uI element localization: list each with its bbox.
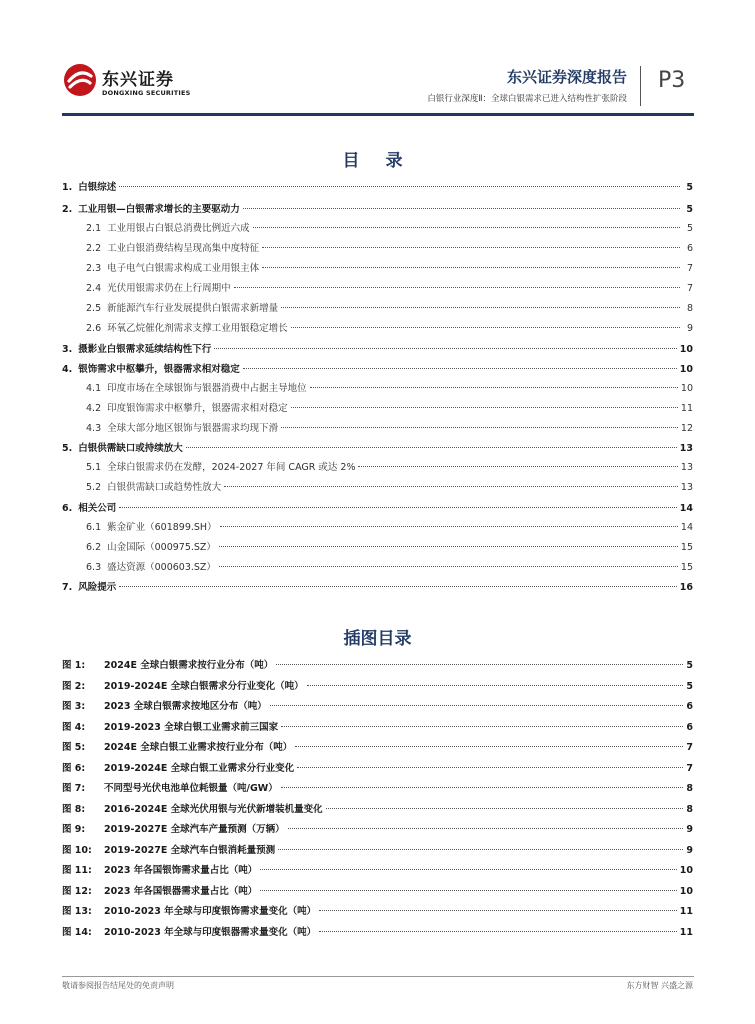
figure-leader-dots <box>278 849 683 850</box>
toc-entry-text: 银饰需求中枢攀升，银器需求相对稳定 <box>78 364 240 375</box>
figure-entry-label: 图 4: <box>62 722 86 733</box>
figure-entry-text: 2023 年各国银饰需求量占比（吨） <box>104 865 258 876</box>
toc-entry-page: 6 <box>686 243 693 254</box>
toc-entry-page: 14 <box>679 503 693 514</box>
figure-entry-page: 7 <box>686 763 693 774</box>
toc-entry-number: 2.6 <box>86 323 102 334</box>
toc-entry-page: 9 <box>686 323 693 334</box>
toc-leader-dots <box>291 327 680 328</box>
figure-leader-dots <box>319 910 677 911</box>
figure-entry-label: 图 6: <box>62 763 86 774</box>
figure-entry-text: 2019-2027E 全球汽车产量预测（万辆） <box>104 824 285 835</box>
figure-entry-label: 图 14: <box>62 927 92 938</box>
toc-entry-number: 6.2 <box>86 542 102 553</box>
toc-entry-text: 工业用银—白银需求增长的主要驱动力 <box>78 204 240 215</box>
toc-entry-text: 印度银饰需求中枢攀升，银器需求相对稳定 <box>107 403 288 414</box>
toc-entry-text: 全球白银需求仍在发酵，2024-2027 年间 CAGR 或达 2% <box>107 462 356 473</box>
figure-entry-text: 2024E 全球白银需求按行业分布（吨） <box>104 660 274 671</box>
page-header <box>0 0 755 118</box>
toc-entry-page: 7 <box>686 283 693 294</box>
figure-entry[interactable] <box>62 924 693 940</box>
figure-leader-dots <box>281 726 683 727</box>
figure-entry-label: 图 13: <box>62 906 92 917</box>
figure-entry[interactable] <box>62 698 693 714</box>
figure-entry-text: 2024E 全球白银工业需求按行业分布（吨） <box>104 742 293 753</box>
toc-leader-dots <box>281 427 678 428</box>
toc-entry[interactable] <box>62 559 693 575</box>
toc-entry-number: 2.2 <box>86 243 102 254</box>
toc-entry[interactable] <box>62 320 693 336</box>
figure-entry-label: 图 11: <box>62 865 92 876</box>
toc-leader-dots <box>243 208 680 209</box>
toc-entry[interactable] <box>62 260 693 276</box>
toc-entry-text: 盛达资源（000603.SZ） <box>107 562 216 573</box>
figure-entry-page: 10 <box>679 886 693 897</box>
toc-entry-text: 环氧乙烷催化剂需求支撑工业用银稳定增长 <box>107 323 288 334</box>
figure-leader-dots <box>260 890 677 891</box>
toc-entry[interactable] <box>62 201 693 217</box>
figure-entry[interactable] <box>62 883 693 899</box>
figure-leader-dots <box>260 869 677 870</box>
toc-entry[interactable] <box>62 361 693 377</box>
logo-text-cn: 东兴证券 <box>102 70 174 90</box>
figure-entry-page: 11 <box>679 927 693 938</box>
toc-entry-text: 山金国际（000975.SZ） <box>107 542 216 553</box>
toc-entry-text: 白银供需缺口或趋势性放大 <box>107 482 222 493</box>
toc-entry-text: 光伏用银需求仍在上行周期中 <box>107 283 231 294</box>
figure-leader-dots <box>288 828 684 829</box>
figure-entry-page: 11 <box>679 906 693 917</box>
figure-entry-text: 2010-2023 年全球与印度银饰需求量变化（吨） <box>104 906 317 917</box>
figure-entry[interactable] <box>62 739 693 755</box>
figure-entry-page: 6 <box>686 701 693 712</box>
toc-entry-page: 11 <box>680 403 693 414</box>
figure-entry[interactable] <box>62 862 693 878</box>
toc-entry-text: 工业白银消费结构呈现高集中度特征 <box>107 243 260 254</box>
footer-disclaimer: 敬请参阅报告结尾处的免责声明 <box>62 981 174 990</box>
toc-leader-dots <box>262 247 680 248</box>
figure-leader-dots <box>319 931 677 932</box>
toc-entry[interactable] <box>62 380 693 396</box>
toc-entry-text: 相关公司 <box>78 503 117 514</box>
figure-entry-text: 2019-2024E 全球白银需求分行业变化（吨） <box>104 681 304 692</box>
figure-entry-label: 图 2: <box>62 681 86 692</box>
figure-entry-text: 2023 年各国银器需求量占比（吨） <box>104 886 258 897</box>
toc-entry-number: 5. <box>62 443 73 454</box>
toc-entry-page: 10 <box>679 364 693 375</box>
footer-rule <box>62 976 694 977</box>
toc-entry-text: 工业用银占白银总消费比例近六成 <box>107 223 250 234</box>
toc-leader-dots <box>186 447 677 448</box>
figure-entry-page: 5 <box>686 660 693 671</box>
toc-title: 目 录 <box>342 151 413 171</box>
toc-entry-number: 5.2 <box>86 482 102 493</box>
figure-leader-dots <box>326 808 684 809</box>
toc-entry[interactable] <box>62 179 693 195</box>
toc-entry-number: 2.3 <box>86 263 102 274</box>
figure-entry[interactable] <box>62 801 693 817</box>
figure-entry-page: 8 <box>686 783 693 794</box>
toc-entry[interactable] <box>62 459 693 475</box>
figure-leader-dots <box>295 746 683 747</box>
toc-entry-text: 新能源汽车行业发展提供白银需求新增量 <box>107 303 279 314</box>
toc-entry-page: 14 <box>680 522 693 533</box>
figure-entry[interactable] <box>62 678 693 694</box>
toc-entry-number: 4. <box>62 364 73 375</box>
figure-entry-page: 5 <box>686 681 693 692</box>
toc-entry-page: 13 <box>680 462 693 473</box>
toc-leader-dots <box>234 287 680 288</box>
figure-entry-text: 不同型号光伏电池单位耗银量（吨/GW） <box>104 783 278 794</box>
toc-leader-dots <box>119 507 677 508</box>
toc-entry-number: 4.1 <box>86 383 102 394</box>
toc-entry-text: 白银综述 <box>78 182 117 193</box>
figure-entry[interactable] <box>62 780 693 796</box>
footer-slogan: 东方财智 兴盛之源 <box>626 981 693 990</box>
report-type: 东兴证券深度报告 <box>506 68 627 86</box>
toc-leader-dots <box>214 348 677 349</box>
logo-text-en: DONGXING SECURITIES <box>102 89 191 97</box>
toc-leader-dots <box>253 227 680 228</box>
toc-entry-number: 4.3 <box>86 423 102 434</box>
toc-entry[interactable] <box>62 280 693 296</box>
toc-entry-number: 2.4 <box>86 283 102 294</box>
figure-entry-label: 图 5: <box>62 742 86 753</box>
toc-entry-page: 7 <box>686 263 693 274</box>
toc-entry-page: 15 <box>680 542 693 553</box>
toc-entry-text: 风险提示 <box>78 582 117 593</box>
toc-entry-page: 13 <box>679 443 693 454</box>
figures-title: 插图目录 <box>343 629 412 649</box>
toc-entry[interactable] <box>62 579 693 595</box>
toc-entry-number: 5.1 <box>86 462 102 473</box>
toc-leader-dots <box>119 186 680 187</box>
toc-entry[interactable] <box>62 539 693 555</box>
figure-entry-text: 2010-2023 年全球与印度银器需求量变化（吨） <box>104 927 317 938</box>
toc-entry-number: 7. <box>62 582 73 593</box>
toc-leader-dots <box>220 526 678 527</box>
toc-entry[interactable] <box>62 240 693 256</box>
figure-entry-label: 图 7: <box>62 783 86 794</box>
toc-entry-number: 2. <box>62 204 73 215</box>
header-divider <box>640 66 641 106</box>
figure-entry-page: 6 <box>686 722 693 733</box>
figure-entry-label: 图 8: <box>62 804 86 815</box>
figure-entry[interactable] <box>62 821 693 837</box>
toc-entry-text: 摄影业白银需求延续结构性下行 <box>78 344 212 355</box>
toc-leader-dots <box>243 368 677 369</box>
figure-entry-text: 2019-2027E 全球汽车白银消耗量预测 <box>104 845 276 856</box>
figure-entry[interactable] <box>62 760 693 776</box>
toc-entry[interactable] <box>62 420 693 436</box>
logo-mark-icon <box>62 62 98 98</box>
toc-entry[interactable] <box>62 400 693 416</box>
toc-entry-number: 6. <box>62 503 73 514</box>
figure-leader-dots <box>270 705 684 706</box>
toc-leader-dots <box>219 566 678 567</box>
toc-leader-dots <box>291 407 678 408</box>
toc-entry-number: 3. <box>62 344 73 355</box>
figure-entry-page: 9 <box>686 845 693 856</box>
header-rule <box>62 113 694 116</box>
figure-entry-label: 图 10: <box>62 845 92 856</box>
toc-entry-text: 印度市场在全球银饰与银器消费中占据主导地位 <box>107 383 307 394</box>
figure-entry-label: 图 1: <box>62 660 86 671</box>
toc-entry-number: 4.2 <box>86 403 102 414</box>
toc-leader-dots <box>358 466 677 467</box>
page-number: P3 <box>658 68 686 93</box>
toc-leader-dots <box>119 586 677 587</box>
figure-entry-text: 2019-2024E 全球白银工业需求分行业变化 <box>104 763 295 774</box>
toc-entry[interactable] <box>62 440 693 456</box>
toc-entry-page: 12 <box>680 423 693 434</box>
figure-entry-label: 图 3: <box>62 701 86 712</box>
figure-entry-page: 9 <box>686 824 693 835</box>
toc-entry-page: 8 <box>686 303 693 314</box>
toc-entry-number: 2.5 <box>86 303 102 314</box>
toc-entry-page: 5 <box>686 182 693 193</box>
toc-entry-page: 10 <box>680 383 693 394</box>
toc-entry-text: 白银供需缺口或持续放大 <box>78 443 183 454</box>
figure-entry-text: 2023 全球白银需求按地区分布（吨） <box>104 701 267 712</box>
toc-entry[interactable] <box>62 500 693 516</box>
toc-entry-number: 6.3 <box>86 562 102 573</box>
toc-entry-page: 5 <box>686 204 693 215</box>
toc-entry-text: 全球大部分地区银饰与银器需求均现下滑 <box>107 423 279 434</box>
toc-entry-number: 2.1 <box>86 223 102 234</box>
figure-entry-text: 2019-2023 全球白银工业需求前三国家 <box>104 722 279 733</box>
toc-entry[interactable] <box>62 341 693 357</box>
company-logo <box>62 62 191 104</box>
toc-entry[interactable] <box>62 220 693 236</box>
toc-leader-dots <box>281 307 680 308</box>
report-subtitle: 白银行业深度Ⅱ：全球白银需求已进入结构性扩张阶段 <box>427 94 627 104</box>
figure-leader-dots <box>276 664 683 665</box>
figure-entry[interactable] <box>62 842 693 858</box>
figure-entry[interactable] <box>62 903 693 919</box>
toc-entry-page: 15 <box>680 562 693 573</box>
toc-leader-dots <box>224 486 678 487</box>
toc-leader-dots <box>219 546 678 547</box>
toc-entry-page: 5 <box>686 223 693 234</box>
figure-leader-dots <box>307 685 684 686</box>
figure-entry-label: 图 9: <box>62 824 86 835</box>
toc-entry[interactable] <box>62 519 693 535</box>
toc-entry-number: 1. <box>62 182 73 193</box>
figure-entry-page: 10 <box>679 865 693 876</box>
toc-entry-page: 16 <box>679 582 693 593</box>
toc-entry[interactable] <box>62 300 693 316</box>
figure-entry-page: 8 <box>686 804 693 815</box>
figure-entry-label: 图 12: <box>62 886 92 897</box>
figure-leader-dots <box>281 787 684 788</box>
figure-entry-page: 7 <box>686 742 693 753</box>
figure-leader-dots <box>297 767 683 768</box>
toc-entry-page: 10 <box>679 344 693 355</box>
toc-entry-text: 电子电气白银需求构成工业用银主体 <box>107 263 260 274</box>
toc-leader-dots <box>310 387 678 388</box>
toc-entry-text: 紫金矿业（601899.SH） <box>107 522 217 533</box>
figure-entry-text: 2016-2024E 全球光伏用银与光伏新增装机量变化 <box>104 804 323 815</box>
toc-entry-page: 13 <box>680 482 693 493</box>
toc-entry[interactable] <box>62 479 693 495</box>
figure-entry[interactable] <box>62 657 693 673</box>
toc-leader-dots <box>262 267 680 268</box>
figure-entry[interactable] <box>62 719 693 735</box>
toc-entry-number: 6.1 <box>86 522 102 533</box>
